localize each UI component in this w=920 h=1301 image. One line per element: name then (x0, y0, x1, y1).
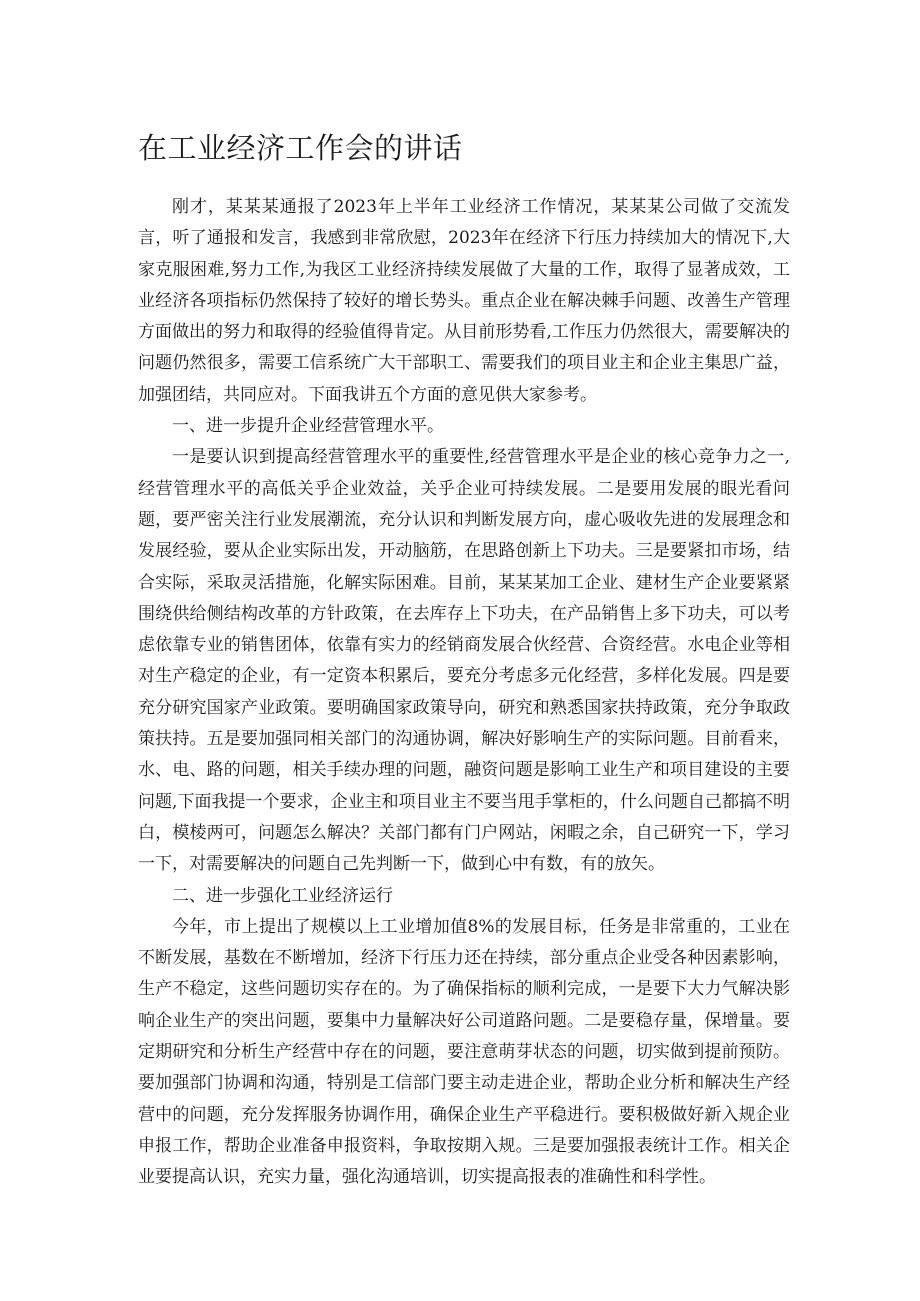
section-heading-1: 一、进一步提升企业经营管理水平。 (172, 416, 444, 437)
document-title: 在工业经济工作会的讲话 (138, 131, 463, 165)
intro-paragraph: 刚才，某某某通报了2023年上半年工业经济工作情况，某某某公司做了交流发言，听了通报和发言，我感到非常欣慰，2023年在经济下行压力持续加大的情况下,大家克服困难,努力工作,为我区工业经济持续发展做了大量的工作，取得了显著成效，工业经济各项指标仍然保持了较好的增长势头。重点企业在解决棘手问题、改善生产管理方面做出的努力和取得的经验值得肯定。从目前形势看,工作压力仍然很大，需要解决的问题仍然很多，需要工信系统广大干部职工、需要我们的项目业主和企业主集思广益，加强团结，共同应对。下面我讲五个方面的意见供大家参考。 (138, 197, 790, 405)
document-page (138, 128, 790, 1194)
section-2-body: 今年，市上提出了规模以上工业增加值8%的发展目标，任务是非常重的，工业在不断发展，基数在不断增加，经济下行压力还在持续，部分重点企业受各种因素影响，生产不稳定，这些问题切实存在的。为了确保指标的顺利完成，一是要下大力气解决影响企业生产的突出问题，要集中力量解决好公司道路问题。二是要稳存量，保增量。要定期研究和分析生产经营中存在的问题，要注意萌芽状态的问题，切实做到提前预防。要加强部门协调和沟通，特别是工信部门要主动走进企业，帮助企业分析和解决生产经营中的问题，充分发挥服务协调作用，确保企业生产平稳进行。要积极做好新入规企业申报工作，帮助企业准备申报资料，争取按期入规。三是要加强报表统计工作。相关企业要提高认识，充实力量，强化沟通培训，切实提高报表的准确性和科学性。 (138, 916, 790, 1188)
section-heading-2: 二、进一步强化工业经济运行 (172, 885, 393, 906)
section-1-body: 一是要认识到提高经营管理水平的重要性,经营管理水平是企业的核心竞争力之一,经营管理水平的高低关乎企业效益，关乎企业可持续发展。二是要用发展的眼光看问题，要严密关注行业发展潮流，充分认识和判断发展方向，虚心吸收先进的发展理念和发展经验，要从企业实际出发，开动脑筋，在思路创新上下功夫。三是要紧扣市场，结合实际，采取灵活措施，化解实际困难。目前，某某某加工企业、建材生产企业要紧紧围绕供给侧结构改革的方针政策，在去库存上下功夫，在产品销售上多下功夫，可以考虑依靠专业的销售团体，依靠有实力的经销商发展合伙经营、合资经营。水电企业等相对生产稳定的企业，有一定资本积累后，要充分考虑多元化经营，多样化发展。四是要充分研究国家产业政策。要明确国家政策导向，研究和熟悉国家扶持政策，充分争取政策扶持。五是要加强同相关部门的沟通协调，解决好影响生产的实际问题。目前看来，水、电、路的问题，相关手续办理的问题，融资问题是影响工业生产和项目建设的主要问题,下面我提一个要求，企业主和项目业主不要当甩手掌柜的，什么问题自己都搞不明白，模棱两可，问题怎么解决？关部门都有门户网站，闲暇之余，自己研究一下，学习一下，对需要解决的问题自己先判断一下，做到心中有数，有的放矢。 (138, 447, 790, 875)
